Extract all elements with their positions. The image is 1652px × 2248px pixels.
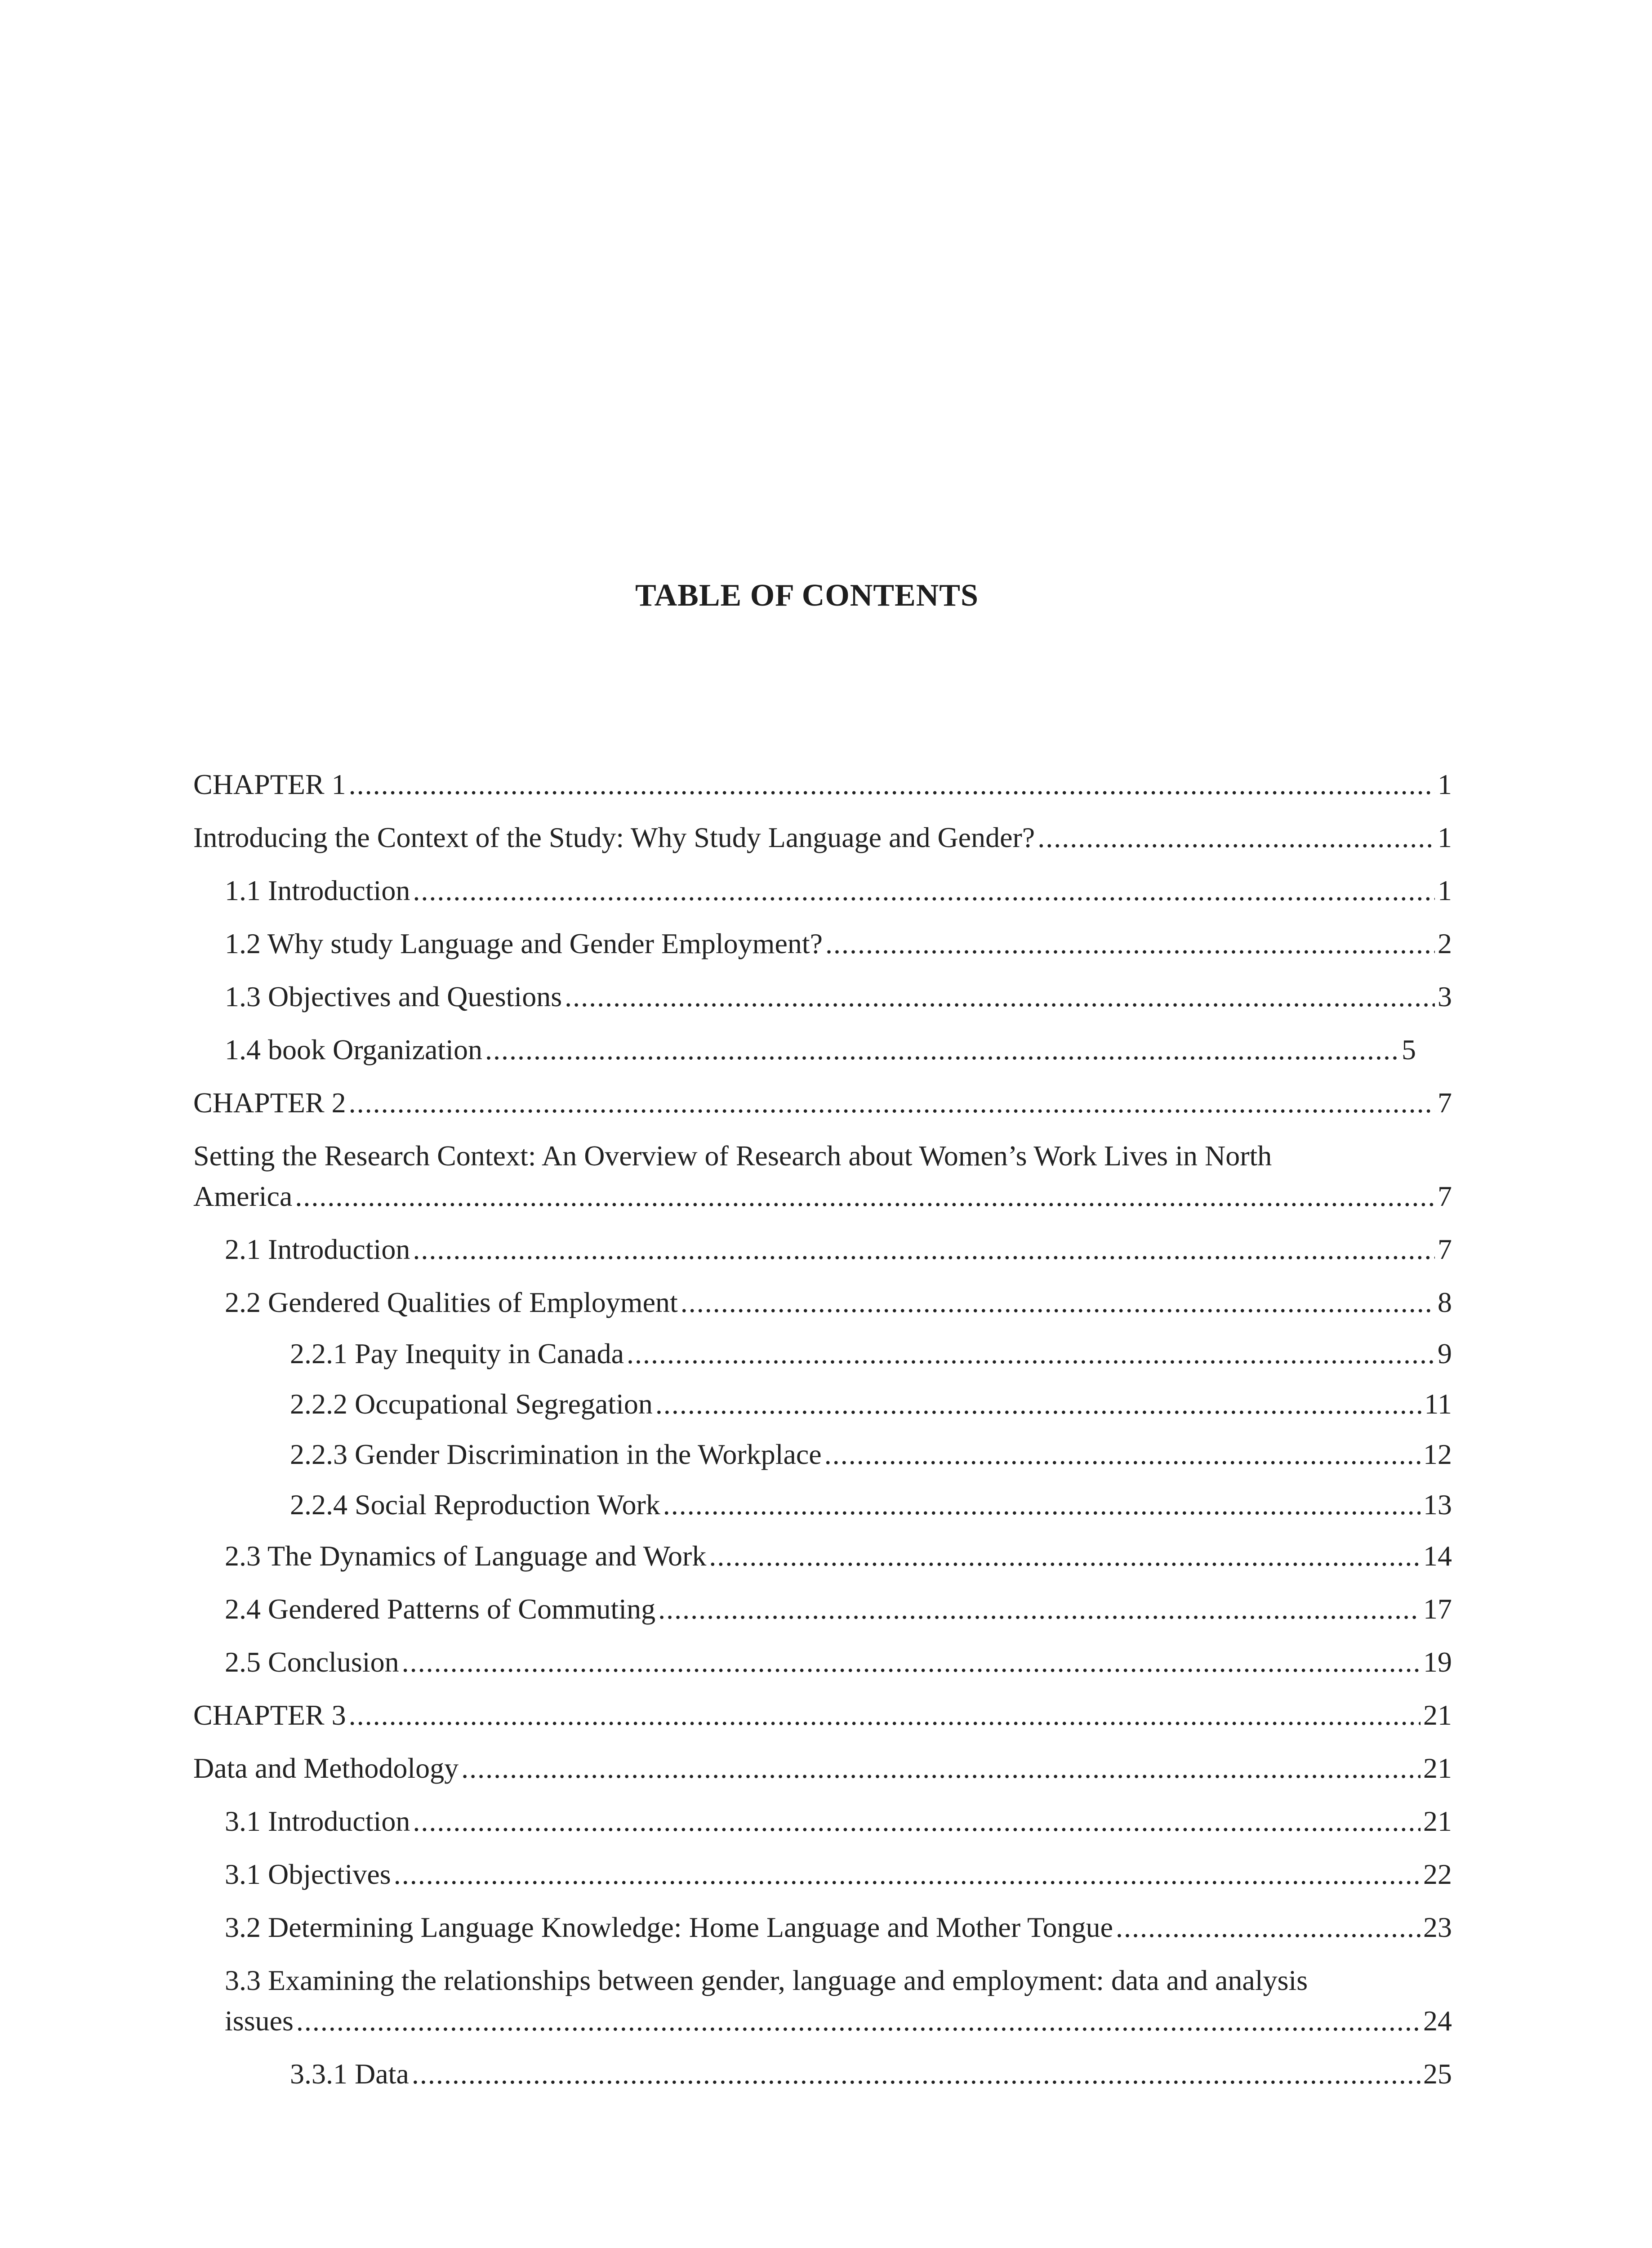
toc-entry-text: 2.4 Gendered Patterns of Commuting <box>225 1593 656 1625</box>
leader-dots <box>461 1748 1420 1789</box>
toc-entry-text: 3.2 Determining Language Knowledge: Home Language and Mother Tongue <box>225 1911 1113 1943</box>
toc-entry-2-2[interactable] <box>225 1282 1452 1323</box>
toc-entry-text: 2.2.3 Gender Discrimination in the Workplace <box>290 1438 822 1470</box>
toc-entry-text: 3.3.1 Data <box>290 2058 409 2090</box>
toc-entry-text: 2.5 Conclusion <box>225 1646 399 1678</box>
toc-entry-page: 2 <box>1438 928 1452 959</box>
leader-dots <box>402 1642 1420 1682</box>
toc-entry-text: 3.1 Introduction <box>225 1805 410 1837</box>
toc-entry-text: CHAPTER 2 <box>193 1087 346 1119</box>
toc-entry-page: 8 <box>1438 1286 1452 1318</box>
leader-dots <box>824 1434 1420 1475</box>
toc-entry-page: 21 <box>1423 1752 1452 1784</box>
toc-entry-text: 2.2.1 Pay Inequity in Canada <box>290 1338 624 1369</box>
leader-dots <box>825 923 1435 964</box>
toc-entry-2-5[interactable] <box>225 1642 1452 1682</box>
leader-dots <box>349 1083 1435 1123</box>
toc-entry-page: 7 <box>1438 1180 1452 1212</box>
toc-entry-text: 2.2.2 Occupational Segregation <box>290 1388 653 1420</box>
toc-entry-page: 1 <box>1438 821 1452 853</box>
toc-entry-text: 3.1 Objectives <box>225 1858 391 1890</box>
toc-entry-2-2-2[interactable] <box>290 1384 1452 1424</box>
toc-entry-page: 9 <box>1438 1338 1452 1369</box>
toc-entry-page: 14 <box>1423 1540 1452 1572</box>
toc-entry-page: 24 <box>1423 2005 1452 2037</box>
toc-entry-3-1-objectives[interactable] <box>225 1854 1452 1895</box>
toc-entry-page: 25 <box>1423 2058 1452 2090</box>
toc-entry-text: 1.4 book Organization <box>225 1034 482 1066</box>
toc-entry-2-2-4[interactable] <box>290 1485 1452 1525</box>
toc-entry-1-1[interactable] <box>225 870 1452 911</box>
toc-entry-1-4[interactable] <box>225 1030 1416 1070</box>
toc-entry-2-2-3[interactable] <box>290 1434 1452 1475</box>
leader-dots <box>565 977 1435 1017</box>
leader-dots <box>394 1854 1420 1895</box>
toc-entry-text: Data and Methodology <box>193 1752 459 1784</box>
toc-entry-2-1[interactable] <box>225 1229 1452 1270</box>
toc-entry-page: 12 <box>1423 1438 1452 1470</box>
toc-entry-page: 1 <box>1438 768 1452 800</box>
toc-entry-chapter-3[interactable] <box>193 1695 1452 1735</box>
toc-entry-page: 5 <box>1402 1034 1416 1066</box>
toc-entry-1-2[interactable] <box>225 923 1452 964</box>
toc-entry-text: 1.1 Introduction <box>225 874 410 906</box>
toc-entry-page: 19 <box>1423 1646 1452 1678</box>
leader-dots <box>663 1485 1420 1525</box>
page-title: TABLE OF CONTENTS <box>635 578 979 613</box>
toc-entry-text: 2.3 The Dynamics of Language and Work <box>225 1540 707 1572</box>
toc-entry-chapter-3-title[interactable] <box>193 1748 1452 1789</box>
toc-entry-2-2-1[interactable] <box>290 1334 1452 1374</box>
toc-entry-chapter-1-title[interactable] <box>193 817 1452 858</box>
leader-dots <box>295 1176 1435 1217</box>
toc-entry-text: 1.3 Objectives and Questions <box>225 981 562 1012</box>
leader-dots <box>1116 1907 1420 1948</box>
toc-entry-2-3[interactable] <box>225 1536 1452 1576</box>
toc-entry-text-line1: Setting the Research Context: An Overview of Research about Women’s Work Lives in North <box>193 1140 1272 1172</box>
toc-entry-text: CHAPTER 1 <box>193 768 346 800</box>
toc-entry-page: 7 <box>1438 1087 1452 1119</box>
toc-entry-page: 13 <box>1423 1489 1452 1521</box>
toc-entry-page: 1 <box>1438 874 1452 906</box>
leader-dots <box>296 2001 1420 2041</box>
toc-entry-text: America <box>193 1180 293 1212</box>
toc-entry-3-1[interactable] <box>225 1801 1452 1842</box>
toc-entry-chapter-1[interactable] <box>193 764 1452 805</box>
toc-entry-2-4[interactable] <box>225 1589 1452 1629</box>
leader-dots <box>627 1334 1435 1374</box>
toc-entry-page: 7 <box>1438 1233 1452 1265</box>
toc-entry-text: issues <box>225 2005 294 2037</box>
toc-entry-text: CHAPTER 3 <box>193 1699 346 1731</box>
toc-entry-page: 17 <box>1423 1593 1452 1625</box>
toc-entry-chapter-2-title[interactable] <box>193 1136 1452 1217</box>
leader-dots <box>349 764 1435 805</box>
toc-entry-3-3[interactable] <box>225 1960 1452 2041</box>
toc-entry-page: 11 <box>1424 1388 1452 1420</box>
toc-entry-text-line1: 3.3 Examining the relationships between gender, language and employment: data and analysis <box>225 1964 1308 1996</box>
leader-dots <box>413 1229 1435 1270</box>
toc-entry-page: 21 <box>1423 1699 1452 1731</box>
leader-dots <box>655 1384 1422 1424</box>
leader-dots <box>658 1589 1420 1629</box>
leader-dots <box>412 2054 1420 2094</box>
toc-entry-text: 2.1 Introduction <box>225 1233 410 1265</box>
leader-dots <box>1038 817 1435 858</box>
toc-entry-text: 1.2 Why study Language and Gender Employment? <box>225 928 823 959</box>
leader-dots <box>349 1695 1420 1735</box>
toc-entry-text: 2.2.4 Social Reproduction Work <box>290 1489 660 1521</box>
leader-dots <box>413 1801 1420 1842</box>
toc-entry-3-3-1[interactable] <box>290 2054 1452 2094</box>
toc-entry-3-2[interactable] <box>225 1907 1452 1948</box>
toc-entry-text: 2.2 Gendered Qualities of Employment <box>225 1286 678 1318</box>
leader-dots <box>485 1030 1399 1070</box>
toc-entry-page: 22 <box>1423 1858 1452 1890</box>
toc-entry-chapter-2[interactable] <box>193 1083 1452 1123</box>
leader-dots <box>709 1536 1420 1576</box>
toc-entry-page: 23 <box>1423 1911 1452 1943</box>
toc-entry-1-3[interactable] <box>225 977 1452 1017</box>
leader-dots <box>681 1282 1435 1323</box>
toc-entry-page: 3 <box>1438 981 1452 1012</box>
leader-dots <box>413 870 1435 911</box>
toc-entry-page: 21 <box>1423 1805 1452 1837</box>
toc-entry-text: Introducing the Context of the Study: Why Study Language and Gender? <box>193 821 1035 853</box>
